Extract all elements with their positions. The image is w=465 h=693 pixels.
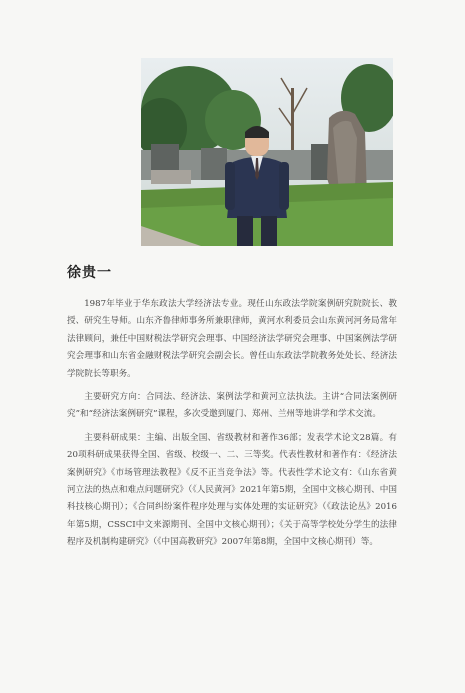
portrait-photo: [141, 58, 393, 246]
biography: [67, 296, 397, 558]
bio-paragraph-research: 主要研究方向：合同法、经济法、案例法学和黄河立法执法。主讲“合同法案例研究”和“经济法案例研究”课程，多次受邀到厦门、郑州、兰州等地讲学和学术交流。: [67, 392, 397, 420]
portrait-illustration: [141, 58, 393, 246]
bio-paragraph-education: 1987年毕业于华东政法大学经济法专业。现任山东政法学院案例研究院院长、教授、研究生导师。山东齐鲁律师事务所兼职律师，黄河水利委员会山东黄河河务局常年法律顾问，兼任中国财税法学研究会理事、中国经济法学研究会理事、中国案例法学研究会理事和山东省金融财税法学研究会副会长。曾任山东政法学院教务处处长、经济法学院院长等职务。: [67, 299, 397, 379]
bio-paragraph-achievements: 主要科研成果：主编、出版全国、省级教材和著作36部；发表学术论文28篇。有20项科研成果获得全国、省级、校级一、二、三等奖。代表性教材和著作有：《经济法案例研究》《市场管理法教程》《反不正当竞争法》等。代表性学术论文有：《山东省黄河立法的热点和难点问题研究》（《人民黄河》2021年第5期，全国中文核心期刊、中国科技核心期刊）；《合同纠纷案件程序处理与实体处理的实证研究》（《政法论丛》2016年第5期，CSSCI中文来源期刊、全国中文核心期刊）；《关于高等学校处分学生的法律程序及机制构建研究》（《中国高教研究》2007年第8期，全国中文核心期刊）等。: [67, 432, 397, 548]
person-name: 徐贵一: [67, 265, 112, 281]
